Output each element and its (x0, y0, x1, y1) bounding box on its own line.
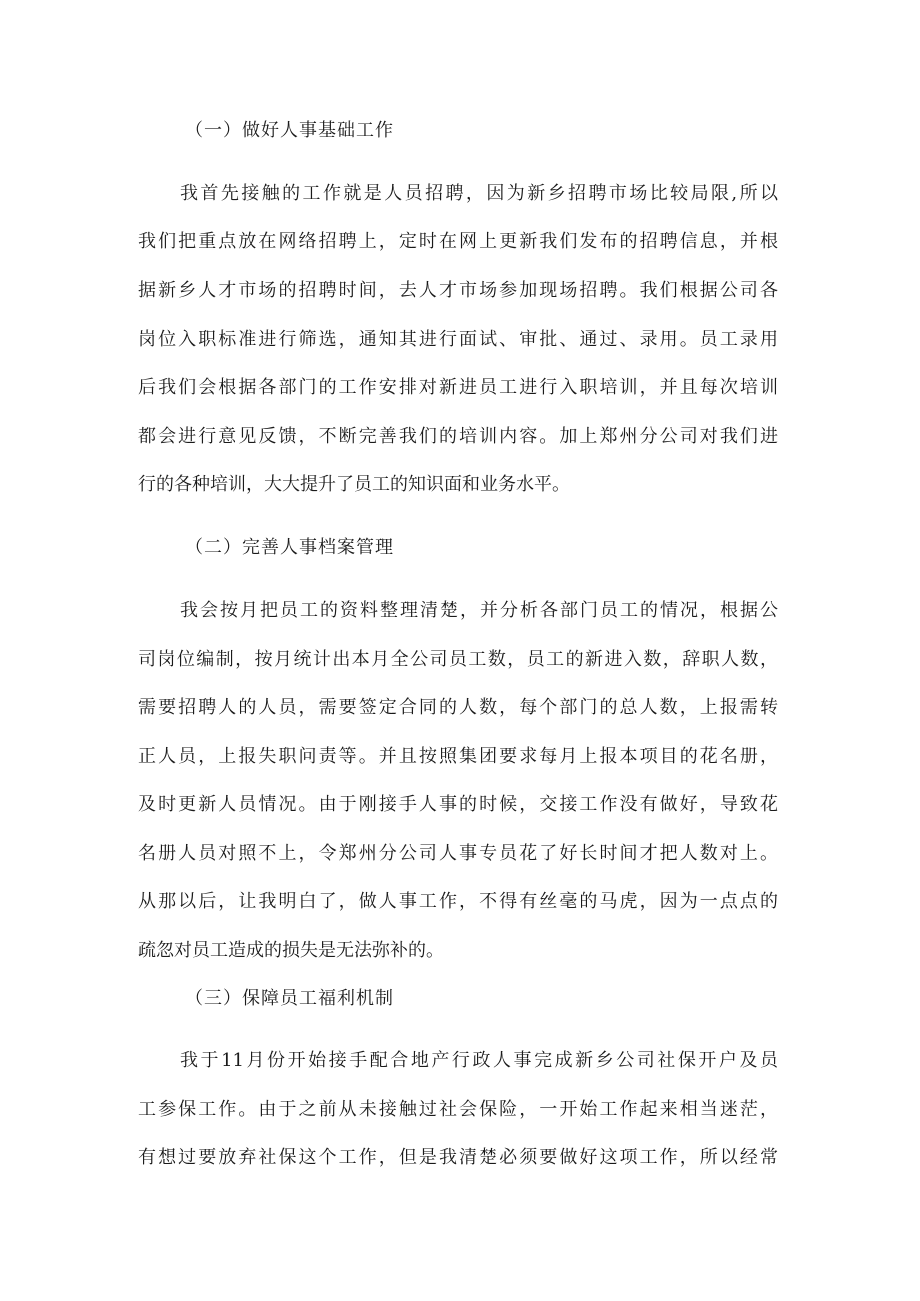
paragraph-line: 司岗位编制，按月统计出本月全公司员工数，员工的新进入数，辞职人数， (138, 649, 778, 670)
section-heading-3: （三）保障员工福利机制 (185, 988, 394, 1009)
paragraph-line: 需要招聘人的人员，需要签定合同的人数，每个部门的总人数，上报需转 (138, 697, 778, 718)
paragraph-line: 从那以后，让我明白了，做人事工作，不得有丝毫的马虎，因为一点点的 (138, 891, 778, 912)
paragraph-line: 据新乡人才市场的招聘时间，去人才市场参加现场招聘。我们根据公司各 (138, 280, 778, 301)
paragraph-line: 工参保工作。由于之前从未接触过社会保险，一开始工作起来相当迷茫， (138, 1099, 778, 1120)
paragraph-line: 我于11月份开始接手配合地产行政人事完成新乡公司社保开户及员 (180, 1050, 778, 1071)
paragraph-line: 后我们会根据各部门的工作安排对新进员工进行入职培训，并且每次培训 (138, 377, 778, 398)
paragraph-line: 岗位入职标准进行筛选，通知其进行面试、审批、通过、录用。员工录用 (138, 329, 778, 350)
paragraph-line: 我首先接触的工作就是人员招聘，因为新乡招聘市场比较局限,所以 (180, 183, 778, 204)
paragraph-line: 有想过要放弃社保这个工作，但是我清楚必须要做好这项工作，所以经常 (138, 1147, 778, 1168)
paragraph-line: 我们把重点放在网络招聘上，定时在网上更新我们发布的招聘信息，并根 (138, 231, 778, 252)
section-heading-1: （一）做好人事基础工作 (185, 120, 394, 141)
paragraph-line: 正人员，上报失职问责等。并且按照集团要求每月上报本项目的花名册， (138, 746, 778, 767)
paragraph-line: 都会进行意见反馈，不断完善我们的培训内容。加上郑州分公司对我们进 (138, 426, 778, 447)
paragraph-line: 疏忽对员工造成的损失是无法弥补的。 (138, 940, 444, 961)
paragraph-line: 行的各种培训，大大提升了员工的知识面和业务水平。 (138, 474, 570, 495)
paragraph-line: 名册人员对照不上，令郑州分公司人事专员花了好长时间才把人数对上。 (138, 843, 778, 864)
paragraph-line: 及时更新人员情况。由于刚接手人事的时候，交接工作没有做好，导致花 (138, 794, 778, 815)
section-heading-2: （二）完善人事档案管理 (185, 537, 394, 558)
paragraph-line: 我会按月把员工的资料整理清楚，并分析各部门员工的情况，根据公 (180, 600, 778, 621)
